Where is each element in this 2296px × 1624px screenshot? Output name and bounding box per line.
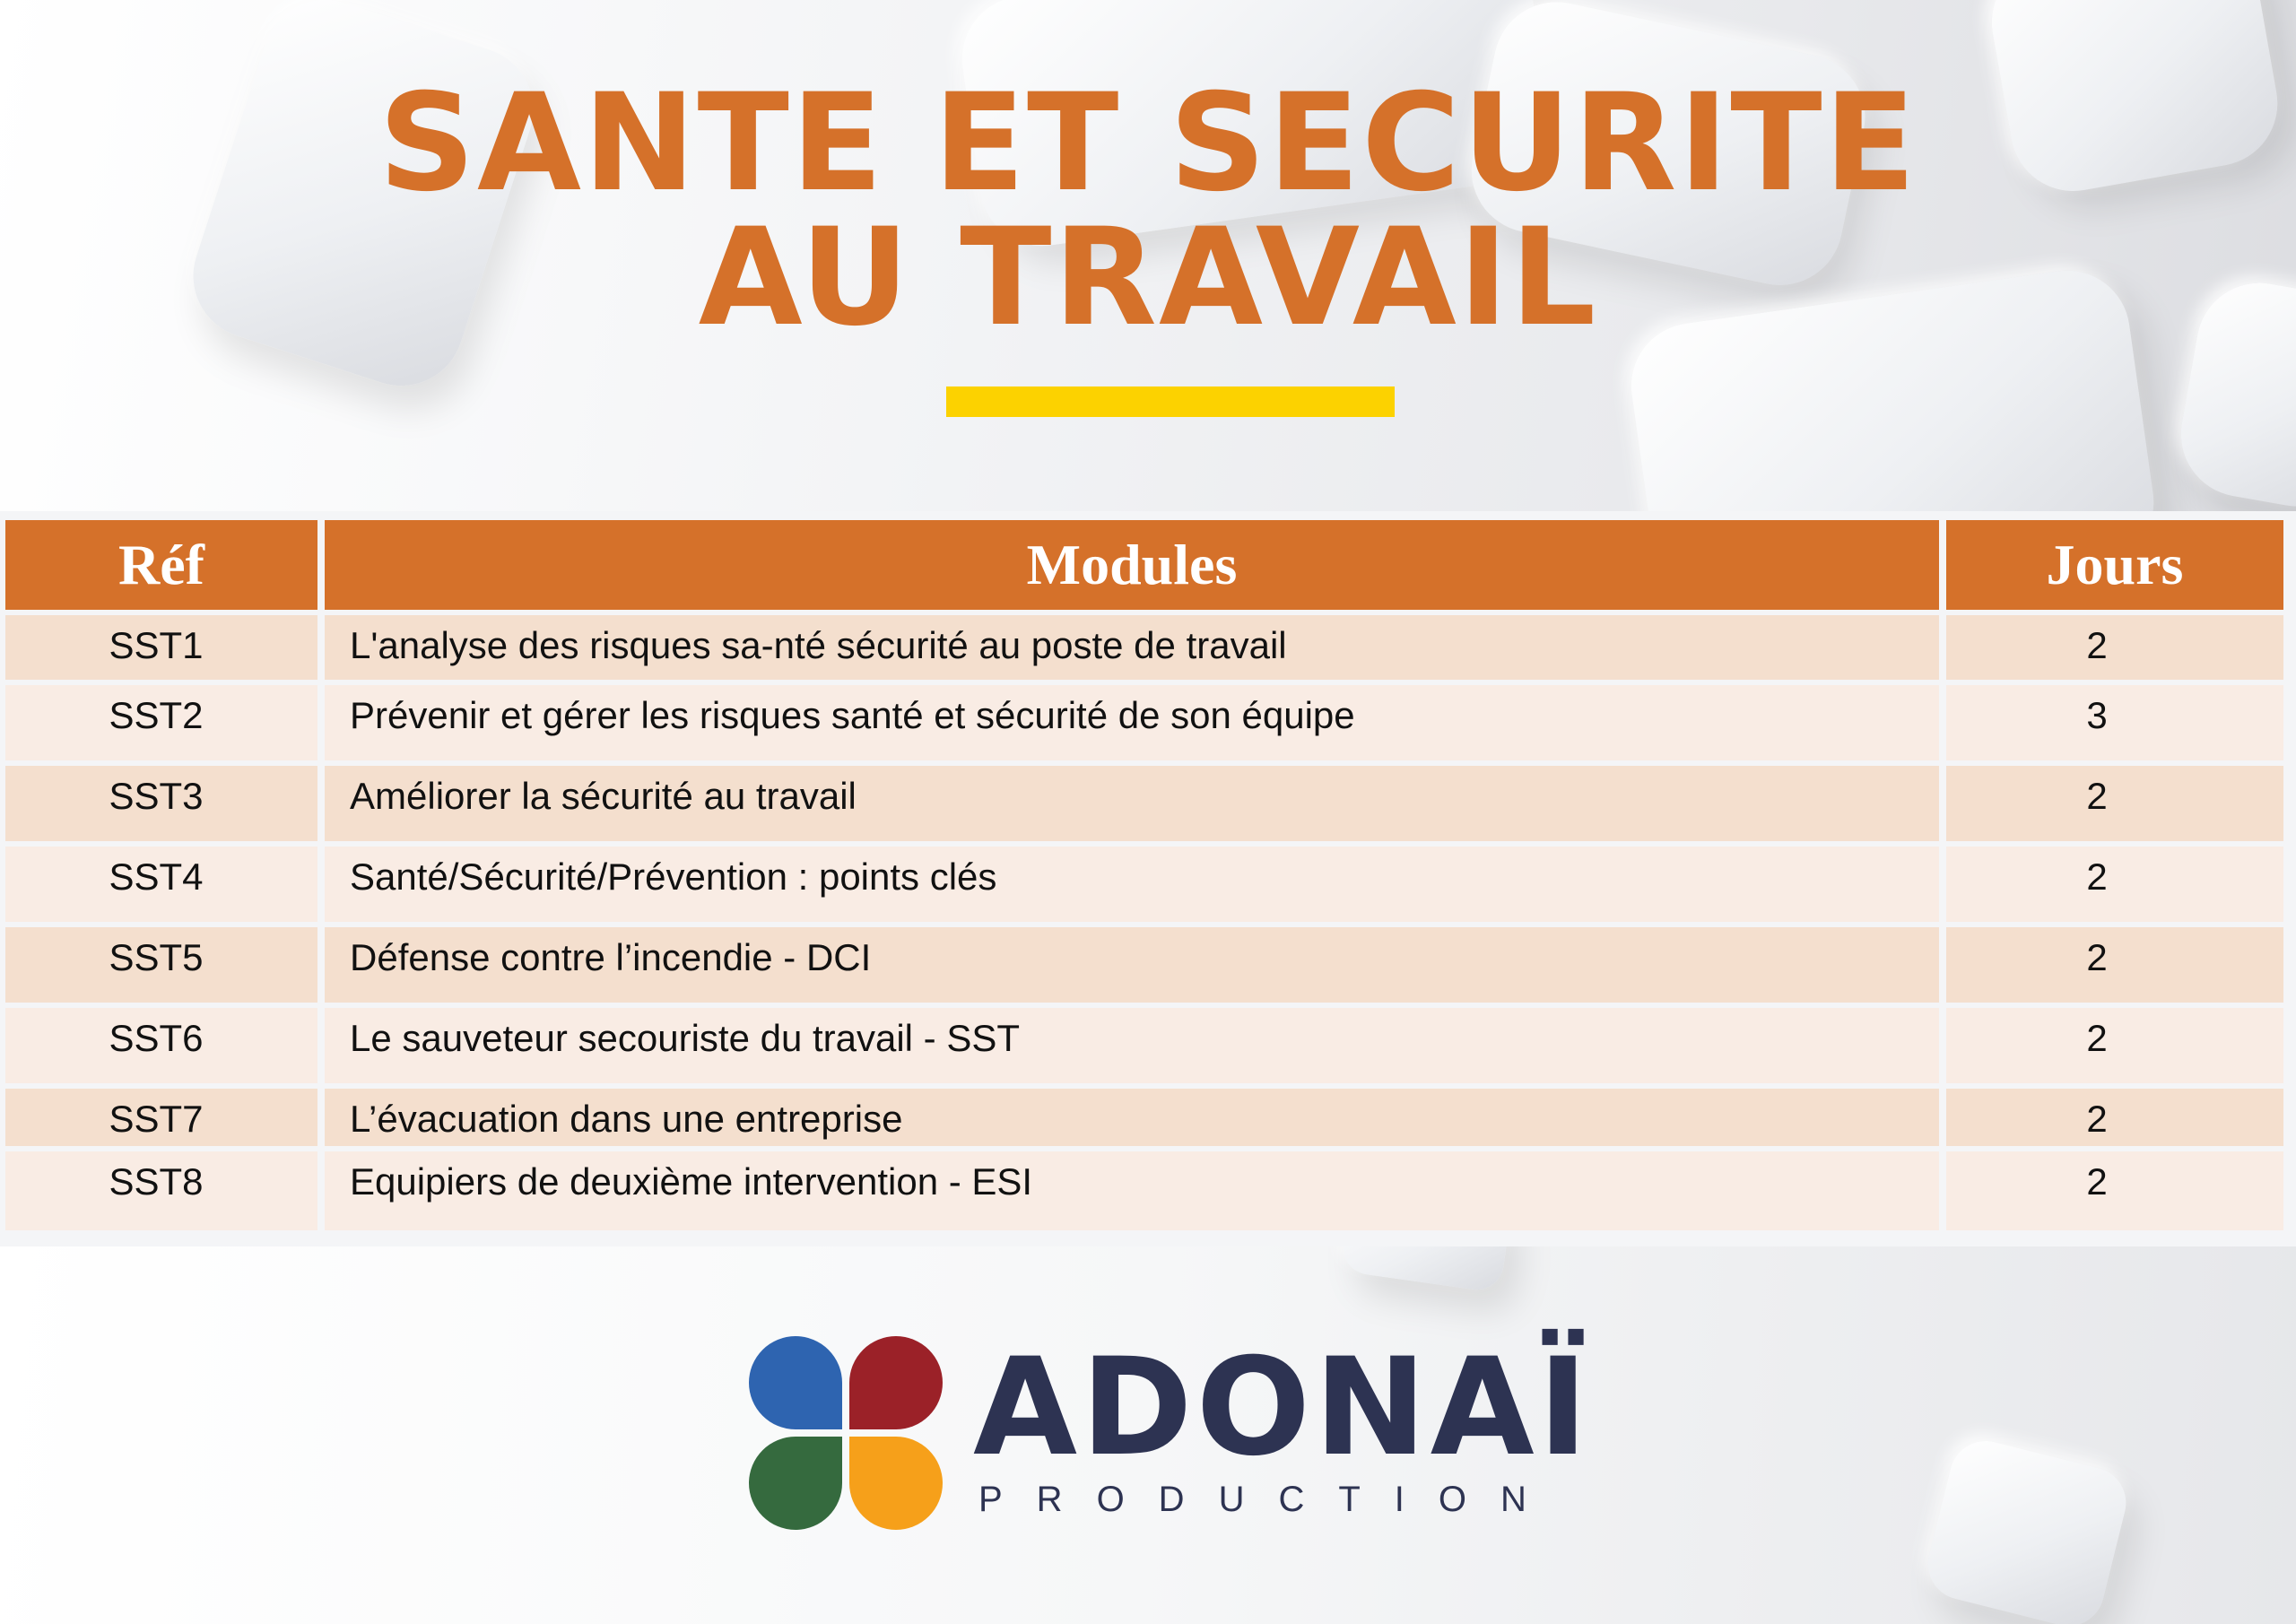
header-modules: Modules — [325, 520, 1939, 610]
row-days: 3 — [1946, 685, 2283, 760]
header-days: Jours — [1946, 520, 2283, 610]
row-ref: SST1 — [5, 615, 317, 680]
row-module: Equipiers de deuxième intervention - ESI — [325, 1151, 1939, 1230]
brand-logo — [749, 1330, 1592, 1551]
row-ref: SST5 — [5, 927, 317, 1003]
title-line-2: AU TRAVAIL — [698, 200, 1598, 356]
row-ref: SST8 — [5, 1151, 317, 1230]
row-days: 2 — [1946, 1151, 2283, 1230]
row-module: Santé/Sécurité/Prévention : points clés — [325, 847, 1939, 922]
table-row — [5, 685, 2283, 760]
row-ref: SST2 — [5, 685, 317, 760]
row-module: L’évacuation dans une entreprise — [325, 1089, 1939, 1146]
title-underline — [946, 386, 1395, 417]
table-row — [5, 847, 2283, 922]
row-module: Améliorer la sécurité au travail — [325, 766, 1939, 841]
row-days: 2 — [1946, 847, 2283, 922]
table-row — [5, 1151, 2283, 1230]
row-ref: SST7 — [5, 1089, 317, 1146]
row-module: Le sauveteur secouriste du travail - SST — [325, 1008, 1939, 1083]
logo-petal-orange — [849, 1437, 943, 1530]
page-title — [0, 65, 2296, 356]
row-days: 2 — [1946, 766, 2283, 841]
row-ref: SST4 — [5, 847, 317, 922]
table-row — [5, 1089, 2283, 1146]
logo-brand-text: ADONAÏ — [973, 1330, 1592, 1486]
table-row — [5, 766, 2283, 841]
decorative-tile — [1340, 1246, 1512, 1293]
header-ref: Réf — [5, 520, 317, 610]
table-row — [5, 927, 2283, 1003]
decorative-tile — [1920, 1433, 2134, 1624]
row-days: 2 — [1946, 1089, 2283, 1146]
row-ref: SST3 — [5, 766, 317, 841]
modules-table — [0, 515, 2291, 1236]
logo-subtitle-text: PRODUCTION — [978, 1480, 1561, 1519]
table-header-row — [5, 520, 2283, 610]
row-days: 2 — [1946, 927, 2283, 1003]
title-line-1: SANTE ET SECURITE — [378, 65, 1918, 221]
logo-petal-red — [849, 1336, 943, 1429]
logo-petal-green — [749, 1437, 842, 1530]
logo-petal-blue — [749, 1336, 842, 1429]
row-module: L'analyse des risques sa-nté sécurité au poste de travail — [325, 615, 1939, 680]
table-row — [5, 1008, 2283, 1083]
row-days: 2 — [1946, 1008, 2283, 1083]
row-ref: SST6 — [5, 1008, 317, 1083]
row-module: Défense contre l’incendie - DCI — [325, 927, 1939, 1003]
row-module: Prévenir et gérer les risques santé et sécurité de son équipe — [325, 685, 1939, 760]
row-days: 2 — [1946, 615, 2283, 680]
table-row — [5, 615, 2283, 680]
